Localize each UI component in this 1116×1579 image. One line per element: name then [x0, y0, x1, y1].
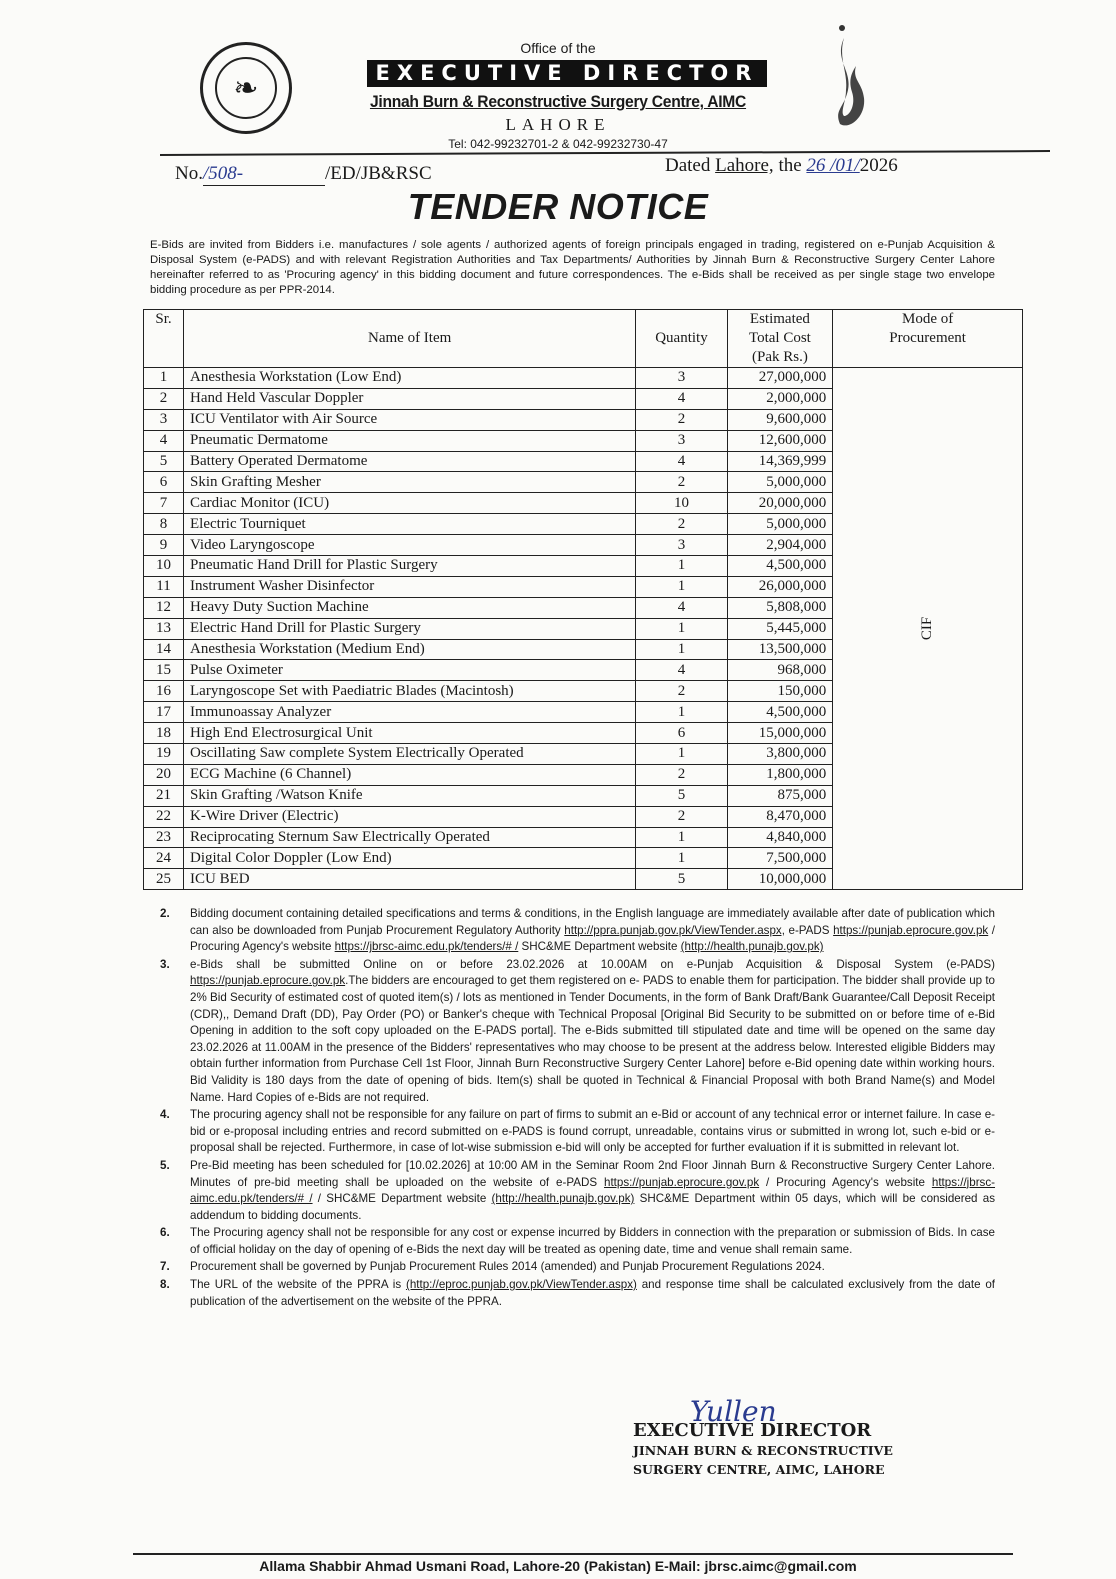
clause-text-part: / SHC&ME Department website [312, 1192, 492, 1206]
flame-drop-icon [830, 20, 870, 130]
clause-text-part: e-Bids shall be submitted Online on or before 23.02.2026 at 10.00AM on e-Punjab Acquisition & Disposal System (e-PADS) [190, 957, 995, 971]
city-name: LAHORE [505, 115, 611, 134]
mode-of-procurement-value: CIF [919, 616, 936, 641]
item-quantity: 2 [636, 806, 727, 827]
item-cost: 14,369,999 [727, 451, 833, 472]
item-quantity: 2 [636, 514, 727, 535]
item-name: High End Electrosurgical Unit [184, 723, 636, 744]
health-dept-link[interactable]: (http://health.punajb.gov.pk) [491, 1192, 635, 1206]
item-quantity: 1 [636, 576, 727, 597]
item-name: Battery Operated Dermatome [184, 451, 636, 472]
epads-link[interactable]: https://punjab.eprocure.gov.pk [833, 923, 989, 937]
item-sr: 24 [144, 848, 184, 869]
clause-6 [160, 1225, 995, 1258]
table-body [144, 368, 1023, 890]
item-quantity: 1 [636, 618, 727, 639]
clause-number: 8. [160, 1278, 170, 1292]
signatory-line-1: JINNAH BURN & RECONSTRUCTIVE [633, 1443, 893, 1458]
clause-2 [160, 906, 995, 956]
item-quantity: 1 [636, 639, 727, 660]
item-name: Hand Held Vascular Doppler [184, 388, 636, 409]
item-sr: 12 [144, 597, 184, 618]
item-cost: 5,000,000 [727, 514, 833, 535]
item-quantity: 4 [636, 597, 727, 618]
ppra-link[interactable]: http://ppra.punjab.gov.pk/ViewTender.aspx, [564, 923, 785, 937]
clause-5 [160, 1158, 995, 1224]
centre-name: Jinnah Burn & Reconstructive Surgery Centre, AIMC [369, 92, 747, 111]
signatory-line-2: SURGERY CENTRE, AIMC, LAHORE [633, 1462, 885, 1477]
clause-text [190, 906, 995, 956]
telephone: Tel: 042-99232701-2 & 042-99232730-47 [448, 137, 668, 151]
clause-text: The Procuring agency shall not be responsible for any cost or expense incurred by Bidders in connection with the preparation or submission of Bids. In case of official holiday on the day of opening of e-Bids the next day will be treated as opening date, time and venue shall remain same. [190, 1226, 995, 1256]
item-cost: 26,000,000 [727, 576, 833, 597]
clause-text-part: Pre-Bid meeting has been scheduled for [10.02.2026] at 10:00 AM in the Seminar Room 2nd Floor Jinnah Burn & Reconstructive Surgery Center Lahore. Minutes of pre-bid meeting shall be uploaded on the website of e-PADS [190, 1158, 995, 1189]
item-quantity: 1 [636, 702, 727, 723]
item-quantity: 5 [636, 869, 727, 890]
signature: Yullen [690, 1395, 777, 1428]
item-name: Instrument Washer Disinfector [184, 576, 636, 597]
item-quantity: 4 [636, 660, 727, 681]
college-seal-icon: ❧ [200, 42, 292, 134]
epads-link[interactable]: https://punjab.eprocure.gov.pk [190, 974, 346, 988]
item-name: Oscillating Saw complete System Electrically Operated [184, 744, 636, 765]
clauses-list [160, 906, 995, 1311]
header-mode-line1: Mode of [901, 311, 954, 327]
clause-7 [160, 1259, 995, 1276]
reference-number [175, 163, 432, 186]
item-quantity: 2 [636, 409, 727, 430]
item-sr: 14 [144, 639, 184, 660]
item-name: ICU Ventilator with Air Source [184, 409, 636, 430]
footer-divider [133, 1553, 1013, 1555]
item-name: Electric Hand Drill for Plastic Surgery [184, 618, 636, 639]
item-cost: 20,000,000 [727, 493, 833, 514]
item-name: Digital Color Doppler (Low End) [184, 848, 636, 869]
item-quantity: 1 [636, 556, 727, 577]
item-quantity: 3 [636, 535, 727, 556]
item-name: Skin Grafting /Watson Knife [184, 785, 636, 806]
item-cost: 8,470,000 [727, 806, 833, 827]
clause-text-part: .The bidders are encouraged to get them registered on e- PADS to enable them for participation. The bidder shall provide up to 2% Bid Security of estimated cost of quoted item(s) / lots as mentioned in Tender Documents, in the form of Bank Draft/Bank Guarantee/Call Deposit Receipt (CDR),, Demand Draft (DD), Pay Order (PO) or Banker's cheque with Technical Proposal [Original Bid Security to be submitted on or before time of e-Bid Opening in addition to the soft copy uploaded on the E-PADS portal]. The e-Bids submitted till stipulated date and time will be opened on the same day 23.02.2026 at 11.00AM in the presence of the Bidders' representatives who may choose to be present at the address below. Interested eligible Bidders may obtain further information from Purchase Cell 1st Floor, Jinnah Burn Reconstructive Surgery Center Lahore] before e-Bid opening date within working hours. Bid Validity is 180 days from the date of opening of bids. Item(s) shall be quoted in Technical & Financial Proposal with both Brand Name(s) and Model Name. Hard Copies of e-Bids are not required. [190, 974, 995, 1104]
item-cost: 27,000,000 [727, 368, 833, 389]
item-cost: 12,600,000 [727, 430, 833, 451]
clause-text [190, 957, 995, 1106]
item-name: Skin Grafting Mesher [184, 472, 636, 493]
clause-text: The procuring agency shall not be responsible for any failure on part of firms to submit an e-Bid or account of any technical error or internet failure. In case e-bid or e-proposal including entries and record submitted on e-PADS is found corrupt, unreadable, contains virus or submitted in wrong lot, such e-bid or e-proposal shall be rejected. Furthermore, in case of lot-wise submission e-bid will only be accepted for further evaluation if it is submitted in relevant lot. [190, 1108, 995, 1155]
clause-text-part: / Procuring Agency's website [759, 1175, 932, 1189]
item-cost: 9,600,000 [727, 409, 833, 430]
table-row [144, 368, 1023, 389]
item-name: Video Laryngoscope [184, 535, 636, 556]
item-sr: 11 [144, 576, 184, 597]
item-name: Immunoassay Analyzer [184, 702, 636, 723]
item-name: ICU BED [184, 869, 636, 890]
item-cost: 4,500,000 [727, 702, 833, 723]
item-cost: 5,445,000 [727, 618, 833, 639]
item-sr: 3 [144, 409, 184, 430]
item-sr: 18 [144, 723, 184, 744]
page-title: TENDER NOTICE [407, 186, 709, 227]
item-sr: 10 [144, 556, 184, 577]
item-cost: 3,800,000 [727, 744, 833, 765]
item-quantity: 2 [636, 764, 727, 785]
item-name: Reciprocating Sternum Saw Electrically Operated [184, 827, 636, 848]
item-sr: 20 [144, 764, 184, 785]
item-sr: 1 [144, 368, 184, 389]
header-mode [833, 310, 1023, 368]
header-cost-line3: (Pak Rs.) [751, 349, 808, 365]
clause-number: 6. [160, 1226, 170, 1240]
item-sr: 16 [144, 681, 184, 702]
item-name: Pneumatic Dermatome [184, 430, 636, 451]
clause-text [190, 1158, 995, 1224]
item-name: ECG Machine (6 Channel) [184, 764, 636, 785]
item-name: Laryngoscope Set with Paediatric Blades (Macintosh) [184, 681, 636, 702]
item-name: Electric Tourniquet [184, 514, 636, 535]
intro-paragraph: E-Bids are invited from Bidders i.e. manufactures / sole agents / authorized agents of foreign principals engaged in trading, registered on e-Punjab Acquisition & Disposal System (e-PADS) and with relevant Registration Authorities and Tax Departments/ Authorities by Jinnah Burn & Reconstructive Surgery Center Lahore hereinafter referred to as 'Procuring agency' in this bidding document and future correspondences. The e-Bids shall be received as per single stage two envelope bidding procedure as per PPR-2014. [150, 239, 995, 296]
item-quantity: 1 [636, 744, 727, 765]
item-sr: 17 [144, 702, 184, 723]
item-sr: 6 [144, 472, 184, 493]
clause-4 [160, 1107, 995, 1157]
item-cost: 10,000,000 [727, 869, 833, 890]
clause-number: 5. [160, 1158, 170, 1172]
item-sr: 8 [144, 514, 184, 535]
agency-website-link[interactable]: https://jbrsc-aimc.edu.pk/tenders/# / [190, 1175, 996, 1206]
clause-8 [160, 1277, 995, 1310]
signatory-title: EXECUTIVE DIRECTOR [633, 1420, 872, 1441]
clause-text-part: / Procuring Agency's website [190, 923, 996, 954]
mode-of-procurement-cell [833, 368, 1023, 890]
dated-the: the [778, 155, 802, 176]
items-table [143, 309, 1023, 890]
item-sr: 2 [144, 388, 184, 409]
clause-text-part: and response time shall be calculated exclusively from the date of publication of the advertisement on the website of the PPRA. [190, 1278, 995, 1308]
footer-address: Allama Shabbir Ahmad Usmani Road, Lahore-20 (Pakistan) E-Mail: jbrsc.aimc@gmail.com [259, 1558, 857, 1574]
dated-label: Dated [665, 155, 711, 176]
clause-number: 3. [160, 957, 170, 971]
header-cost-line1: Estimated [749, 311, 810, 327]
item-cost: 875,000 [727, 785, 833, 806]
health-dept-link[interactable]: (http://health.punajb.gov.pk) [680, 940, 824, 954]
item-quantity: 4 [636, 451, 727, 472]
item-cost: 1,800,000 [727, 764, 833, 785]
header-cost [727, 310, 833, 368]
item-sr: 5 [144, 451, 184, 472]
item-cost: 7,500,000 [727, 848, 833, 869]
item-cost: 5,808,000 [727, 597, 833, 618]
clause-text-part: e-PADS [784, 923, 834, 937]
header-name: Name of Item [184, 310, 636, 368]
item-quantity: 3 [636, 430, 727, 451]
item-quantity: 1 [636, 827, 727, 848]
item-sr: 4 [144, 430, 184, 451]
item-name: Pulse Oximeter [184, 660, 636, 681]
item-cost: 15,000,000 [727, 723, 833, 744]
item-quantity: 6 [636, 723, 727, 744]
item-cost: 2,000,000 [727, 388, 833, 409]
item-sr: 15 [144, 660, 184, 681]
agency-website-link[interactable]: https://jbrsc-aimc.edu.pk/tenders/# / [334, 940, 519, 954]
item-quantity: 4 [636, 388, 727, 409]
epads-link[interactable]: https://punjab.eprocure.gov.pk [604, 1175, 760, 1189]
dated-place: Lahore, [715, 155, 774, 176]
item-sr: 22 [144, 806, 184, 827]
item-cost: 2,904,000 [727, 535, 833, 556]
eproc-link[interactable]: (http://eproc.punjab.gov.pk/ViewTender.aspx) [405, 1278, 637, 1292]
item-cost: 4,500,000 [727, 556, 833, 577]
header-sr: Sr. [144, 310, 184, 368]
executive-director-banner: EXECUTIVE DIRECTOR [367, 60, 767, 87]
item-sr: 9 [144, 535, 184, 556]
clause-text-part: Bidding document containing detailed specifications and terms & conditions, in the English language are immediately available after date of publication which can also be downloaded from Punjab Procurement Regulatory Authority [190, 907, 995, 937]
clause-number: 2. [160, 907, 170, 920]
item-cost: 4,840,000 [727, 827, 833, 848]
item-quantity: 1 [636, 848, 727, 869]
item-quantity: 5 [636, 785, 727, 806]
item-name: Pneumatic Hand Drill for Plastic Surgery [184, 556, 636, 577]
item-sr: 25 [144, 869, 184, 890]
item-name: Anesthesia Workstation (Medium End) [184, 639, 636, 660]
item-sr: 23 [144, 827, 184, 848]
clause-number: 7. [160, 1260, 170, 1274]
clause-text-part: The URL of the website of the PPRA is [190, 1278, 406, 1292]
office-of-label: Office of the [520, 40, 596, 56]
clause-text-part: SHC&ME Department within 05 days, which will be considered as addendum to bidding documents. [190, 1192, 996, 1222]
item-sr: 19 [144, 744, 184, 765]
ref-no-handwritten: /508- [203, 163, 325, 186]
item-name: Cardiac Monitor (ICU) [184, 493, 636, 514]
item-quantity: 3 [636, 368, 727, 389]
item-sr: 7 [144, 493, 184, 514]
item-quantity: 10 [636, 493, 727, 514]
clause-text: Procurement shall be governed by Punjab Procurement Rules 2014 (amended) and Punjab Procurement Regulations 2024. [190, 1260, 825, 1274]
ref-no-suffix: /ED/JB&RSC [324, 163, 432, 184]
clause-number: 4. [160, 1108, 170, 1122]
clause-text [190, 1277, 995, 1310]
item-sr: 21 [144, 785, 184, 806]
item-quantity: 2 [636, 681, 727, 702]
header-quantity: Quantity [636, 310, 727, 368]
item-cost: 5,000,000 [727, 472, 833, 493]
item-name: Heavy Duty Suction Machine [184, 597, 636, 618]
item-cost: 968,000 [727, 660, 833, 681]
item-cost: 13,500,000 [727, 639, 833, 660]
clause-3 [160, 957, 995, 1106]
table-header-row [144, 310, 1023, 368]
date-line [665, 155, 898, 177]
dated-handwritten: 26 /01/ [806, 155, 860, 176]
item-quantity: 2 [636, 472, 727, 493]
item-cost: 150,000 [727, 681, 833, 702]
item-name: Anesthesia Workstation (Low End) [184, 368, 636, 389]
item-sr: 13 [144, 618, 184, 639]
item-name: K-Wire Driver (Electric) [184, 806, 636, 827]
clause-text-part: SHC&ME Department website [518, 940, 681, 954]
dated-year: 2026 [859, 155, 898, 176]
header-cost-line2: Total Cost [748, 330, 811, 346]
ref-no-label: No. [175, 163, 203, 184]
header-mode-line2: Procurement [889, 330, 966, 346]
